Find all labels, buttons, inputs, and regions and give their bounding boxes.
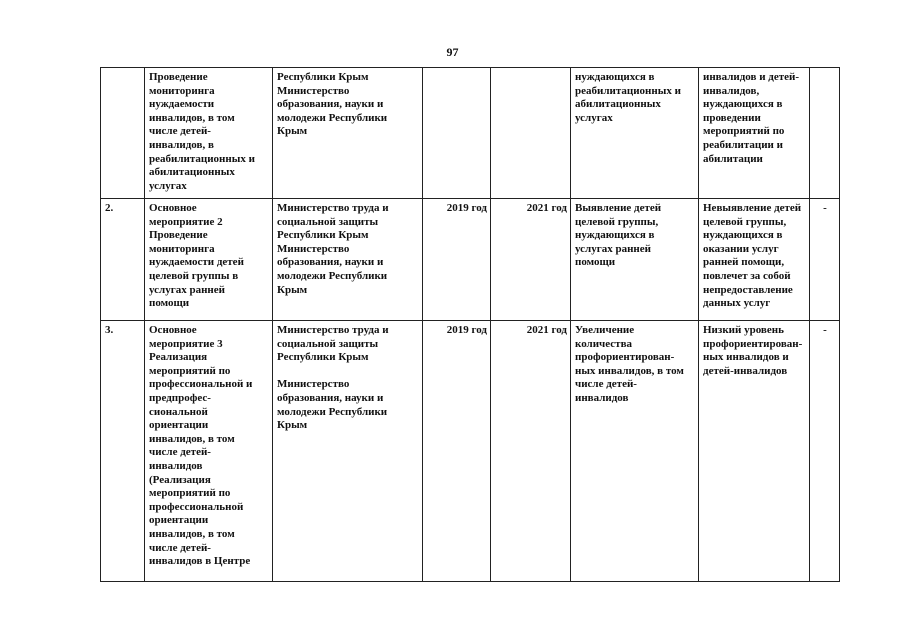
consequence-cell: Низкий уровень профориентирован- ных инвалидов и детей-инвалидов (699, 321, 810, 582)
start-year-cell (423, 68, 491, 199)
row-number: 3. (101, 321, 145, 582)
table-row (101, 199, 840, 321)
page-number: 97 (446, 45, 459, 59)
expected-result-cell: Выявление детей целевой группы, нуждающихся в услугах ранней помощи (571, 199, 699, 321)
table-row (101, 68, 840, 199)
end-year-cell: 2021 год (491, 321, 571, 582)
link-cell: - (810, 321, 840, 582)
executor-cell: Министерство труда и социальной защиты Республики Крым Министерство образования, науки и молодежи Республики Крым (273, 199, 423, 321)
table-row (101, 321, 840, 582)
executor-cell: Министерство труда и социальной защиты Республики Крым Министерство образования, науки и молодежи Республики Крым (273, 321, 423, 582)
consequence-cell: Невыявление детей целевой группы, нуждающихся в оказании услуг ранней помощи, повлечет за собой непредоставление данных услуг (699, 199, 810, 321)
activity-cell: Основное мероприятие 2 Проведение мониторинга нуждаемости детей целевой группы в услугах ранней помощи (145, 199, 273, 321)
end-year-cell: 2021 год (491, 199, 571, 321)
row-number (101, 68, 145, 199)
activity-cell: Основное мероприятие 3 Реализация мероприятий по профессиональной и предпрофес- сиональной ориентации инвалидов, в том числе детей- инвалидов (Реализация мероприятий по профессиональной ориентации инвалидов, в том числе детей- инвалидов в Центре (145, 321, 273, 582)
start-year-cell: 2019 год (423, 321, 491, 582)
program-table (100, 67, 840, 582)
start-year-cell: 2019 год (423, 199, 491, 321)
link-cell (810, 68, 840, 199)
end-year-cell (491, 68, 571, 199)
row-number: 2. (101, 199, 145, 321)
executor-cell: Республики Крым Министерство образования, науки и молодежи Республики Крым (273, 68, 423, 199)
expected-result-cell: Увеличение количества профориентирован- ных инвалидов, в том числе детей- инвалидов (571, 321, 699, 582)
link-cell: - (810, 199, 840, 321)
consequence-cell: инвалидов и детей- инвалидов, нуждающихся в проведении мероприятий по реабилитации и абилитации (699, 68, 810, 199)
activity-cell: Проведение мониторинга нуждаемости инвалидов, в том числе детей- инвалидов, в реабилитационных и абилитационных услугах (145, 68, 273, 199)
expected-result-cell: нуждающихся в реабилитационных и абилитационных услугах (571, 68, 699, 199)
